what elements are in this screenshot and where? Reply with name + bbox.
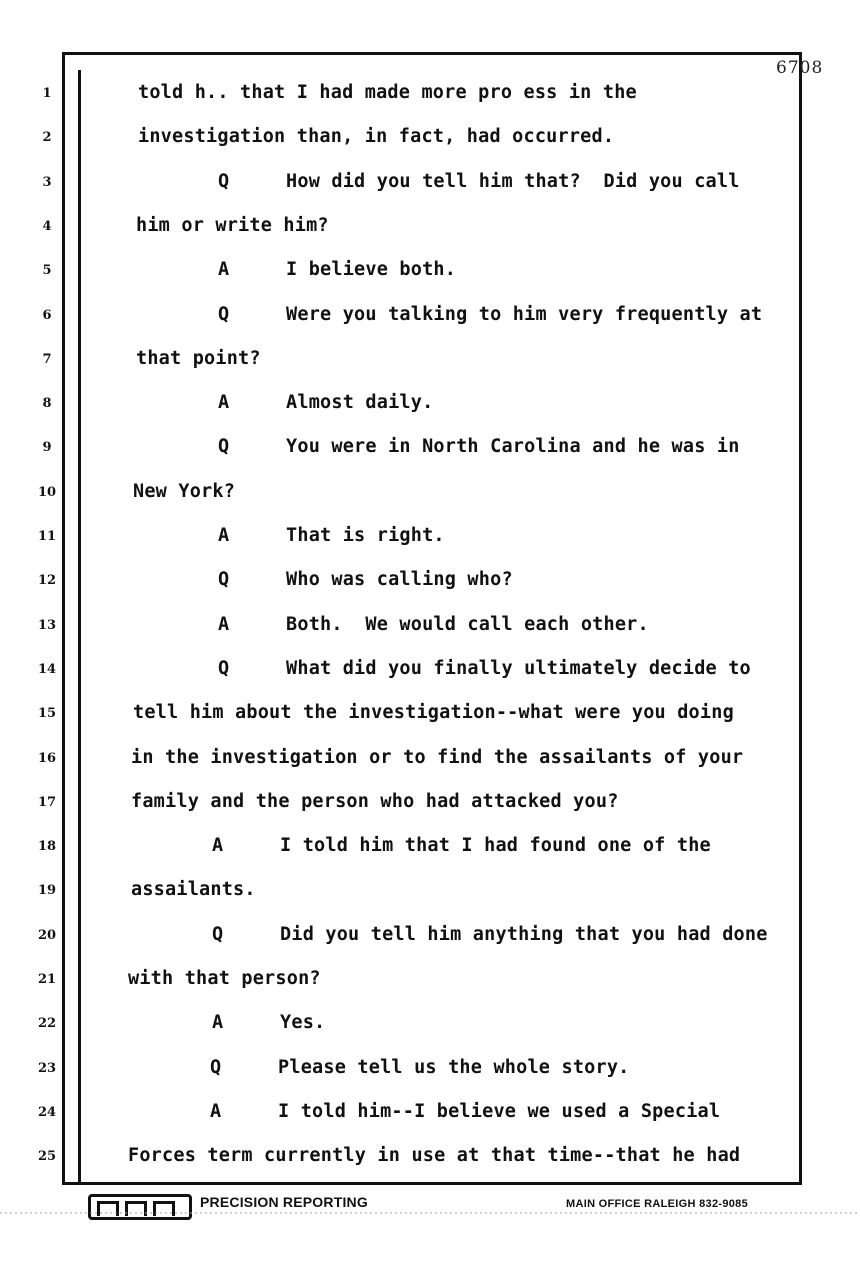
page-frame-bottom [62,1182,802,1185]
line-number: 12 [37,573,57,589]
transcript-line: in the investigation or to find the assailants of your [131,746,744,768]
transcript-line: tell him about the investigation--what were you doing [133,702,734,724]
footer-company: PRECISION REPORTING [200,1194,368,1210]
transcript-line: A I believe both. [218,259,457,281]
transcript-line: with that person? [128,968,321,989]
line-number: 21 [37,972,57,987]
transcript-line: Q Did you tell him anything that you had done [212,923,768,945]
line-number: 19 [37,883,57,899]
footer-office: MAIN OFFICE RALEIGH 832-9085 [566,1198,748,1210]
line-number: 4 [42,218,52,234]
transcript-line: Forces term currently in use at that time--that he had [128,1145,741,1167]
line-number: 24 [37,1104,57,1120]
transcript-line: New York? [133,480,236,502]
line-number: 18 [37,839,57,855]
footer [0,1190,860,1230]
transcript-line: A Yes. [212,1012,326,1034]
transcript-line: A Almost daily. [218,392,434,414]
line-number: 14 [37,661,57,677]
scan-dotted-line [0,1212,860,1214]
line-number: 5 [42,263,52,279]
transcript-line: Q Please tell us the whole story. [210,1056,630,1078]
line-number: 2 [42,130,52,146]
line-number: 11 [37,529,57,544]
transcript-line: Q What did you finally ultimately decide to [218,657,751,679]
line-number: 10 [37,484,57,500]
line-number: 7 [42,351,52,367]
line-number: 15 [37,706,57,722]
transcript-line: Q You were in North Carolina and he was in [218,436,740,458]
line-number: 20 [37,927,57,943]
transcript-line: A I told him--I believe we used a Special [210,1100,721,1122]
line-number: 8 [42,396,52,412]
transcript-line: family and the person who had attacked you? [131,790,619,812]
transcript-line: A I told him that I had found one of the [212,835,711,857]
line-number: 17 [37,794,57,810]
line-number: 6 [42,307,52,323]
page-number: 6708 [776,58,824,78]
line-number: 25 [37,1149,57,1165]
transcript-line: A Both. We would call each other. [218,613,649,635]
transcript-line: assailants. [131,879,256,901]
line-number: 3 [42,174,52,190]
transcript-line: Q How did you tell him that? Did you call [218,170,740,192]
line-number: 9 [42,440,52,456]
transcript-line: him or write him? [136,214,329,236]
transcript-line: Q Were you talking to him very frequently at [218,303,763,325]
transcript-line: A That is right. [218,525,445,546]
margin-rule [78,70,81,1182]
reporting-logo [88,1194,192,1220]
line-number: 16 [37,750,57,766]
line-number: 13 [37,617,57,633]
line-number: 23 [37,1060,57,1076]
transcript-line: told h.. that I had made more pro ess in the [138,82,637,103]
transcript-line: investigation than, in fact, had occurred. [138,126,615,148]
line-number: 1 [42,86,52,101]
transcript-line: Q Who was calling who? [218,569,513,591]
line-number: 22 [37,1016,57,1032]
transcript-line: that point? [136,347,261,369]
